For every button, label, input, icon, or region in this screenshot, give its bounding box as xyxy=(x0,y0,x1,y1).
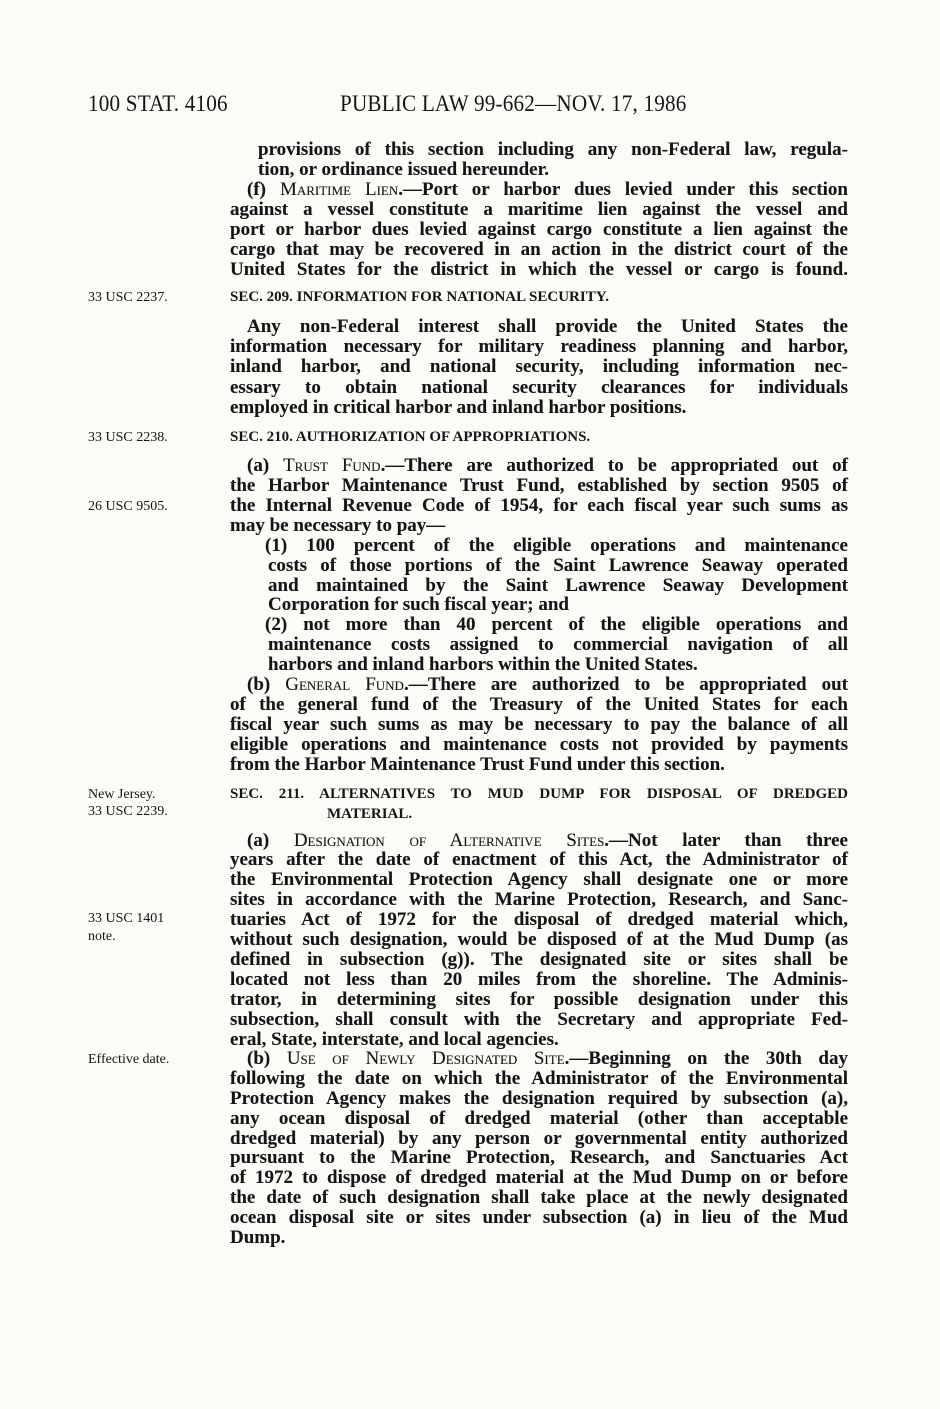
line-text: subsection, shall consult with the Secretary and appropriate Fed- xyxy=(230,1009,848,1030)
text-line xyxy=(230,735,848,755)
line-text: without such designation, would be disposed of at the Mud Dump (as xyxy=(230,929,848,950)
line-text: the Environmental Protection Agency shall designate one or more xyxy=(230,869,848,890)
page-running-title: PUBLIC LAW 99-662—NOV. 17, 1986 xyxy=(340,91,687,116)
line-text: of the general fund of the Treasury of the United States for each xyxy=(230,694,848,715)
line-text: .—Beginning on the 30th day xyxy=(564,1048,848,1069)
text-line xyxy=(230,240,848,260)
line-text: (2) not more than 40 percent of the eligible operations and xyxy=(265,614,848,635)
text-line xyxy=(230,970,848,990)
section-211-heading-cont: MATERIAL. xyxy=(327,806,413,822)
text-line xyxy=(230,220,848,240)
line-text: any ocean disposal of dredged material (other than acceptable xyxy=(230,1108,848,1129)
margin-note: 33 USC 2237. xyxy=(88,290,168,305)
line-text: (b) xyxy=(247,674,286,695)
text-line xyxy=(230,1148,848,1168)
line-text: eligible operations and maintenance costs not provided by payments xyxy=(230,734,848,755)
line-text: dredged material) by any person or governmental entity authorized xyxy=(230,1128,848,1149)
text-line xyxy=(268,655,848,675)
margin-note: note. xyxy=(88,929,116,944)
text-line xyxy=(230,695,848,715)
text-line xyxy=(230,1188,848,1208)
subsection-heading: General Fund xyxy=(285,674,404,695)
line-text: port or harbor dues levied against cargo constitute a lien against the xyxy=(230,219,848,240)
text-line xyxy=(230,755,848,775)
text-line xyxy=(230,378,848,398)
section-209-heading: SEC. 209. INFORMATION FOR NATIONAL SECURITY. xyxy=(230,289,609,305)
line-text: fiscal year such sums as may be necessary to pay the balance of all xyxy=(230,714,848,735)
line-text: from the Harbor Maintenance Trust Fund under this section. xyxy=(230,754,725,775)
line-text: may be necessary to pay— xyxy=(230,515,446,536)
text-line xyxy=(230,476,848,496)
page-stat-citation: 100 STAT. 4106 xyxy=(88,91,228,116)
text-line xyxy=(230,1228,848,1248)
line-text: (f) xyxy=(247,179,280,200)
line-text: the date of such designation shall take place at the newly designated xyxy=(230,1187,848,1208)
line-text: against a vessel constitute a maritime lien against the vessel and xyxy=(230,199,848,220)
subsection-heading: Designation of Alternative Sites xyxy=(293,830,605,851)
line-text: Any non-Federal interest shall provide the United States the xyxy=(247,316,848,337)
line-text: eral, State, interstate, and local agencies. xyxy=(230,1029,559,1050)
text-line xyxy=(230,337,848,357)
text-line xyxy=(230,950,848,970)
text-line xyxy=(230,1010,848,1030)
section-211-heading: SEC. 211. ALTERNATIVES TO MUD DUMP FOR DISPOSAL OF DREDGED xyxy=(230,786,848,802)
text-line xyxy=(247,317,848,337)
line-text: located not less than 20 miles from the shoreline. The Adminis- xyxy=(230,969,848,990)
margin-note: 33 USC 2238. xyxy=(88,430,168,445)
line-text: (1) 100 percent of the eligible operations and maintenance xyxy=(265,535,848,556)
text-line xyxy=(230,1069,848,1089)
subsection-heading: Maritime Lien xyxy=(279,179,399,200)
text-line xyxy=(230,910,848,930)
line-text: tuaries Act of 1972 for the disposal of dredged material which, xyxy=(230,909,848,930)
line-text: United States for the district in which the vessel or cargo is found. xyxy=(230,259,848,280)
text-line xyxy=(230,516,848,536)
line-text: Dump. xyxy=(230,1227,286,1248)
line-text: (a) xyxy=(247,455,284,476)
line-text: cargo that may be recovered in an action in the district court of the xyxy=(230,239,848,260)
margin-note: Effective date. xyxy=(88,1052,170,1067)
margin-note: 26 USC 9505. xyxy=(88,499,168,514)
line-text: following the date on which the Administrator of the Environmental xyxy=(230,1068,848,1089)
line-text: .—There are authorized to be appropriated out of xyxy=(380,455,848,476)
line-text: sites in accordance with the Marine Protection, Research, and Sanc- xyxy=(230,889,848,910)
subsection-heading: Use of Newly Designated Site xyxy=(286,1048,565,1069)
line-text: information necessary for military readiness planning and harbor, xyxy=(230,336,848,357)
text-line xyxy=(230,1168,848,1188)
text-line xyxy=(268,595,848,615)
line-text: provisions of this section including any non-Federal law, regula- xyxy=(258,139,848,160)
margin-note: 33 USC 2239. xyxy=(88,804,168,819)
text-line xyxy=(247,456,848,476)
line-text: .—Port or harbor dues levied under this section xyxy=(398,179,848,200)
text-line xyxy=(230,496,848,516)
text-line xyxy=(230,890,848,910)
line-text: tion, or ordinance issued hereunder. xyxy=(258,159,550,180)
line-text: Protection Agency makes the designation required by subsection (a), xyxy=(230,1088,848,1109)
line-text: .—Not later than three xyxy=(604,830,848,851)
line-text: the Harbor Maintenance Trust Fund, established by section 9505 of xyxy=(230,475,848,496)
text-line xyxy=(230,1208,848,1228)
line-text: pursuant to the Marine Protection, Research, and Sanctuaries Act xyxy=(230,1147,848,1168)
text-line xyxy=(230,870,848,890)
text-line xyxy=(258,160,848,180)
line-text: Corporation for such fiscal year; and xyxy=(268,594,569,615)
text-line xyxy=(230,850,848,870)
text-line xyxy=(268,556,848,576)
text-line xyxy=(247,180,848,200)
text-line xyxy=(230,1030,848,1050)
line-text: inland harbor, and national security, including information nec- xyxy=(230,356,848,377)
line-text: .—There are authorized to be appropriated out xyxy=(403,674,848,695)
line-text: employed in critical harbor and inland harbor positions. xyxy=(230,397,687,418)
margin-note: New Jersey. xyxy=(88,787,156,802)
line-text: trator, in determining sites for possible designation under this xyxy=(230,989,848,1010)
text-line xyxy=(230,715,848,735)
line-text: years after the date of enactment of this Act, the Administrator of xyxy=(230,849,848,870)
section-210-heading: SEC. 210. AUTHORIZATION OF APPROPRIATIONS. xyxy=(230,429,591,445)
line-text: and maintained by the Saint Lawrence Seaway Development xyxy=(268,575,848,596)
text-line xyxy=(265,536,848,556)
text-line xyxy=(230,1109,848,1129)
text-line xyxy=(230,1089,848,1109)
line-text: harbors and inland harbors within the United States. xyxy=(268,654,698,675)
text-line xyxy=(247,675,848,695)
line-text: ocean disposal site or sites under subsection (a) in lieu of the Mud xyxy=(230,1207,848,1228)
margin-note: 33 USC 1401 xyxy=(88,911,165,926)
text-line xyxy=(247,1049,848,1069)
text-line xyxy=(265,615,848,635)
line-text: of 1972 to dispose of dredged material at the Mud Dump on or before xyxy=(230,1167,848,1188)
text-line xyxy=(258,140,848,160)
text-line xyxy=(268,635,848,655)
text-line xyxy=(247,831,848,851)
text-line xyxy=(230,990,848,1010)
line-text: defined in subsection (g)). The designated site or sites shall be xyxy=(230,949,848,970)
line-text: the Internal Revenue Code of 1954, for each fiscal year such sums as xyxy=(230,495,848,516)
text-line xyxy=(230,930,848,950)
text-line xyxy=(230,260,848,280)
text-line xyxy=(230,357,848,377)
line-text: costs of those portions of the Saint Lawrence Seaway operated xyxy=(268,555,848,576)
text-line xyxy=(230,398,848,418)
subsection-heading: Trust Fund xyxy=(283,455,381,476)
line-text: essary to obtain national security clearances for individuals xyxy=(230,377,848,398)
line-text: maintenance costs assigned to commercial navigation of all xyxy=(268,634,848,655)
text-line xyxy=(230,1129,848,1149)
line-text: (a) xyxy=(247,830,294,851)
line-text: (b) xyxy=(247,1048,287,1069)
text-line xyxy=(230,200,848,220)
text-line xyxy=(268,576,848,596)
